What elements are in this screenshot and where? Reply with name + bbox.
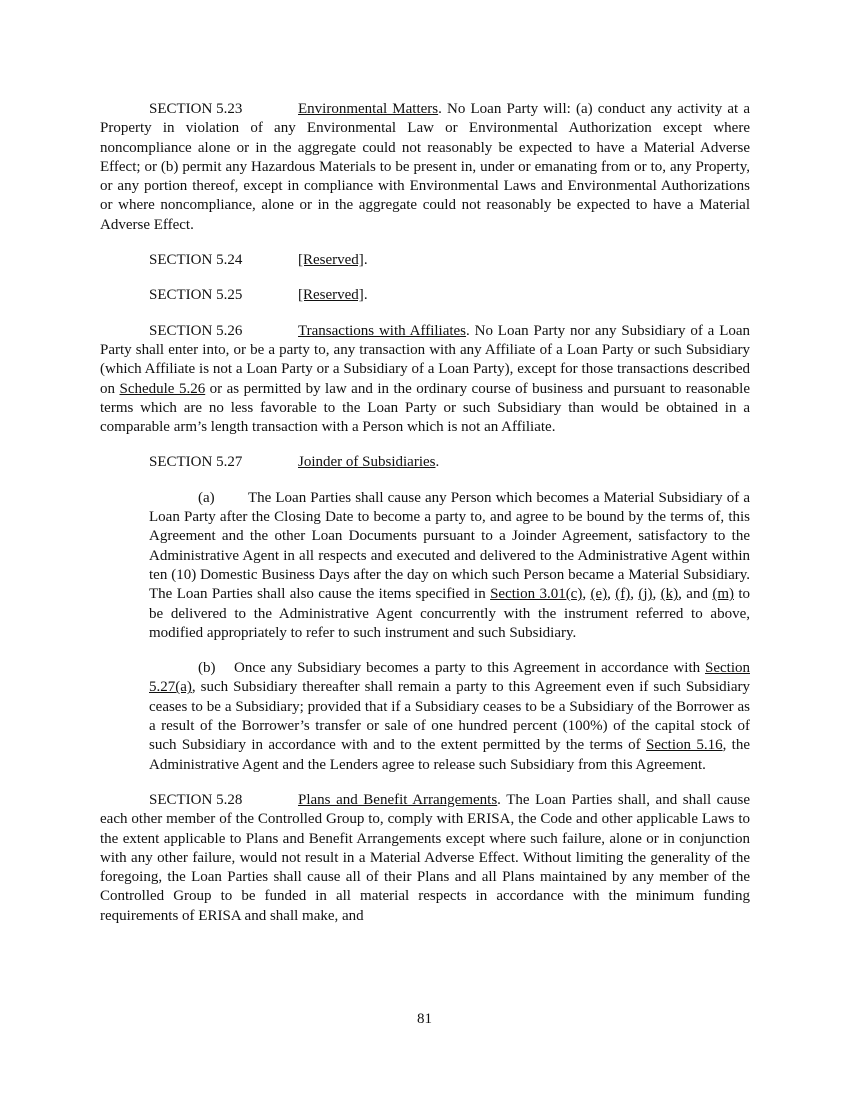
subsection-b [149, 659, 750, 775]
section-number: SECTION 5.24 [149, 252, 243, 269]
schedule-reference: Schedule 5.26 [119, 380, 206, 397]
separator: , [630, 586, 639, 603]
section-body-cont: or as permitted by law and in the ordinary course of business and pursuant to reasonable terms which are no less favorable to the Loan Party or such Subsidiary than would be obtained in a comparable arm’s length transaction with a Person which is not an Affiliate. [100, 380, 751, 436]
separator: , [607, 586, 616, 603]
section-number: SECTION 5.25 [149, 287, 243, 304]
section-body: . No Loan Party nor any Subsidiary of a Loan Party shall enter into, or be a party to, any transaction with any Affiliate of a Loan Party or such Subsidiary (which Affiliate is not a Loan Party or a Subsidiary of a Loan Party), except for those transactions described on [100, 322, 751, 397]
section-title: [Reserved] [298, 252, 364, 269]
subsection-a [149, 489, 750, 643]
section-number: SECTION 5.23 [149, 101, 243, 117]
page-number: 81 [417, 1011, 432, 1027]
section-reference: (k) [660, 586, 679, 603]
separator: , [582, 586, 591, 603]
section-number: SECTION 5.28 [149, 791, 243, 808]
section-title: Environmental Matters [298, 101, 439, 117]
subsection-body-cont: to be delivered to the Administrative Agent concurrently with the instrument referred to above, modified appropriately to refer to such instrument and such Subsidiary. [149, 586, 751, 641]
section-title: Joinder of Subsidiaries [298, 454, 436, 471]
section-5-25 [149, 286, 750, 305]
section-reference: Section 5.27(a) [149, 660, 750, 696]
subsection-body-cont: , such Subsidiary thereafter shall remain a party to this Agreement even if such Subsidiary ceases to be a Subsidiary; provided that if a Subsidiary ceases to be a Subsidiary of the Borrower as a result of the Borrower’s transfer or sale of one hundred percent (100%) of the capital stock of such Subsidiary in accordance with and to the extent permitted by the terms of [149, 679, 750, 754]
section-5-27 [149, 453, 750, 472]
subsection-body: The Loan Parties shall cause any Person which becomes a Material Subsidiary of a Loan Party after the Closing Date to become a party to, and agree to be bound by the terms of, this Agreement and the other Loan Documents pursuant to a Joinder Agreement, satisfactory to the Administrative Agent in all respects and executed and delivered to the Administrative Agent within ten (10) Domestic Business Days after the day on which such Person became a Material Subsidiary. The Loan Parties shall also cause the items specified in [149, 489, 750, 603]
section-reference: (e) [590, 586, 608, 603]
document-page [100, 100, 750, 942]
section-reference: Section 5.16 [646, 737, 723, 754]
subsection-body: Once any Subsidiary becomes a party to this Agreement in accordance with [234, 660, 705, 677]
section-body: . [435, 454, 440, 471]
section-number: SECTION 5.26 [149, 322, 243, 339]
section-body: . [363, 252, 368, 269]
section-reference: (m) [712, 586, 734, 603]
subsection-letter: (a) [198, 489, 215, 506]
section-title: Transactions with Affiliates [298, 322, 467, 339]
section-title: Plans and Benefit Arrangements [298, 791, 498, 808]
subsection-letter: (b) [198, 660, 216, 677]
section-reference: (f) [615, 586, 631, 603]
section-number: SECTION 5.27 [149, 454, 243, 471]
section-body: . The Loan Parties shall, and shall cause each other member of the Controlled Group to, comply with ERISA, the Code and other applicable Laws to the extent applicable to Plans and Benefit Arrangements except where such failure, alone or in conjunction with any other failure, would not result in a Material Adverse Effect. Without limiting the generality of the foregoing, the Loan Parties shall cause all of their Plans and all Plans maintained by any member of the Controlled Group to be funded in all material respects in accordance with the minimum funding requirements of ERISA and shall make, and [100, 791, 750, 924]
section-5-28 [100, 791, 750, 926]
section-5-26 [100, 322, 750, 438]
separator: , and [678, 586, 713, 603]
section-5-23 [100, 100, 750, 235]
subsection-body-end: , the Administrative Agent and the Lenders agree to release such Subsidiary from this Agreement. [149, 737, 750, 773]
section-reference: (j) [638, 586, 653, 603]
section-title: [Reserved] [298, 287, 364, 304]
section-body: . [363, 287, 368, 304]
section-body: . No Loan Party will: (a) conduct any activity at a Property in violation of any Environmental Law or Environmental Authorization except where noncompliance alone or in the aggregate could not reasonably be expected to have a Material Adverse Effect; or (b) permit any Hazardous Materials to be present in, under or emanating from or to, any Property, or any portion thereof, except in compliance with Environmental Laws and Environmental Authorizations or where noncompliance, alone or in the aggregate could not reasonably be expected to have a Material Adverse Effect. [100, 101, 750, 233]
separator: , [652, 586, 661, 603]
section-reference: Section 3.01(c) [490, 586, 583, 603]
section-5-24 [149, 251, 750, 270]
